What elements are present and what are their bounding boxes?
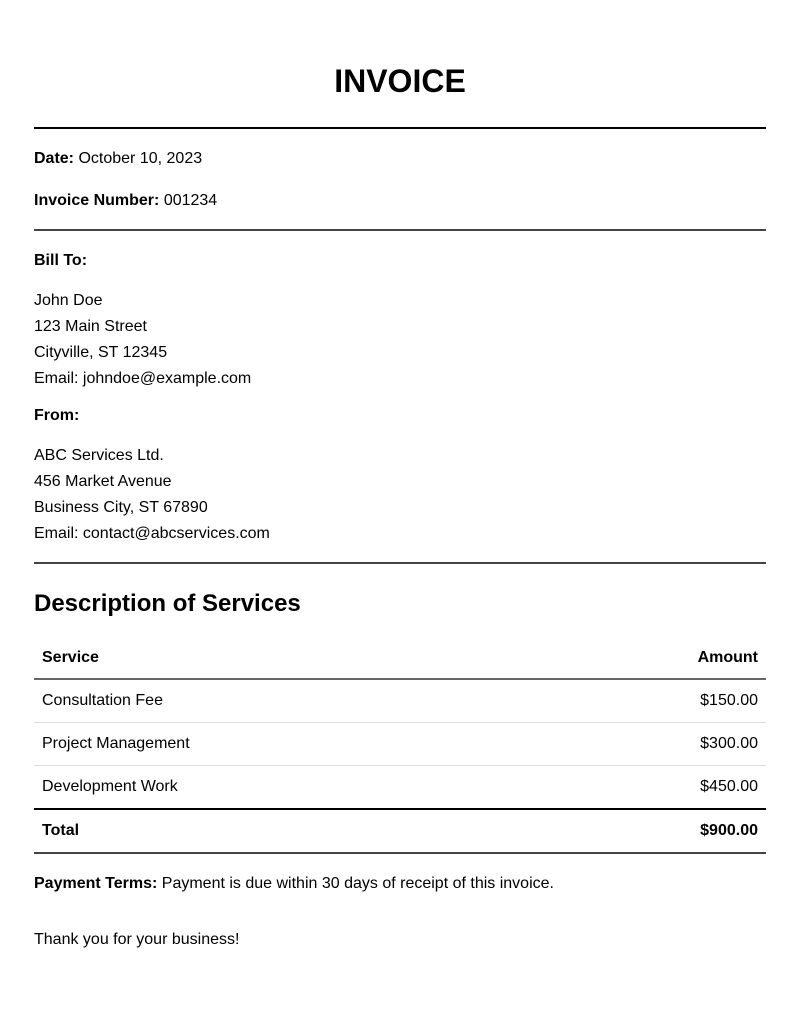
date-line [34,149,766,169]
invoice-page [34,0,766,950]
table-row [34,723,766,766]
table-row [34,766,766,810]
service-cell: Project Management [34,723,533,766]
amount-cell: $450.00 [533,766,766,810]
amount-cell: $150.00 [533,679,766,723]
amount-cell: $300.00 [533,723,766,766]
invoice-number-value: 001234 [163,192,218,209]
from-street: 456 Market Avenue [34,473,172,490]
table-header-row [34,638,766,679]
total-value: $900.00 [533,809,766,853]
bill-to-city: Cityville, ST 12345 [34,344,168,361]
bill-to-address [34,288,766,392]
invoice-meta [34,129,766,211]
from-name: ABC Services Ltd. [34,447,164,464]
from-city: Business City, ST 67890 [34,499,208,516]
date-label: Date: [34,150,75,167]
invoice-number-label: Invoice Number: [34,192,160,209]
thank-you-note: Thank you for your business! [34,931,240,948]
bill-to-email: Email: johndoe@example.com [34,370,252,387]
invoice-title: INVOICE [334,63,466,99]
from-label: From: [34,407,80,424]
from-section [34,392,766,547]
invoice-number-line [34,191,766,211]
from-address [34,443,766,547]
services-title: Description of Services [34,590,301,617]
service-column-header: Service [34,638,533,679]
bill-to-street: 123 Main Street [34,318,147,335]
services-table [34,638,766,854]
from-email: Email: contact@abcservices.com [34,525,270,542]
total-label: Total [34,809,533,853]
footer-section [34,854,766,950]
total-row [34,809,766,853]
payment-terms [34,874,766,894]
amount-column-header: Amount [533,638,766,679]
bill-to-label: Bill To: [34,252,88,269]
services-section [34,564,766,854]
table-row [34,679,766,723]
payment-terms-label: Payment Terms: [34,875,158,892]
payment-terms-text: Payment is due within 30 days of receipt of this invoice. [161,875,554,892]
bill-to-section [34,231,766,392]
service-cell: Consultation Fee [34,679,533,723]
service-cell: Development Work [34,766,533,810]
date-value: October 10, 2023 [78,150,203,167]
bill-to-name: John Doe [34,292,103,309]
